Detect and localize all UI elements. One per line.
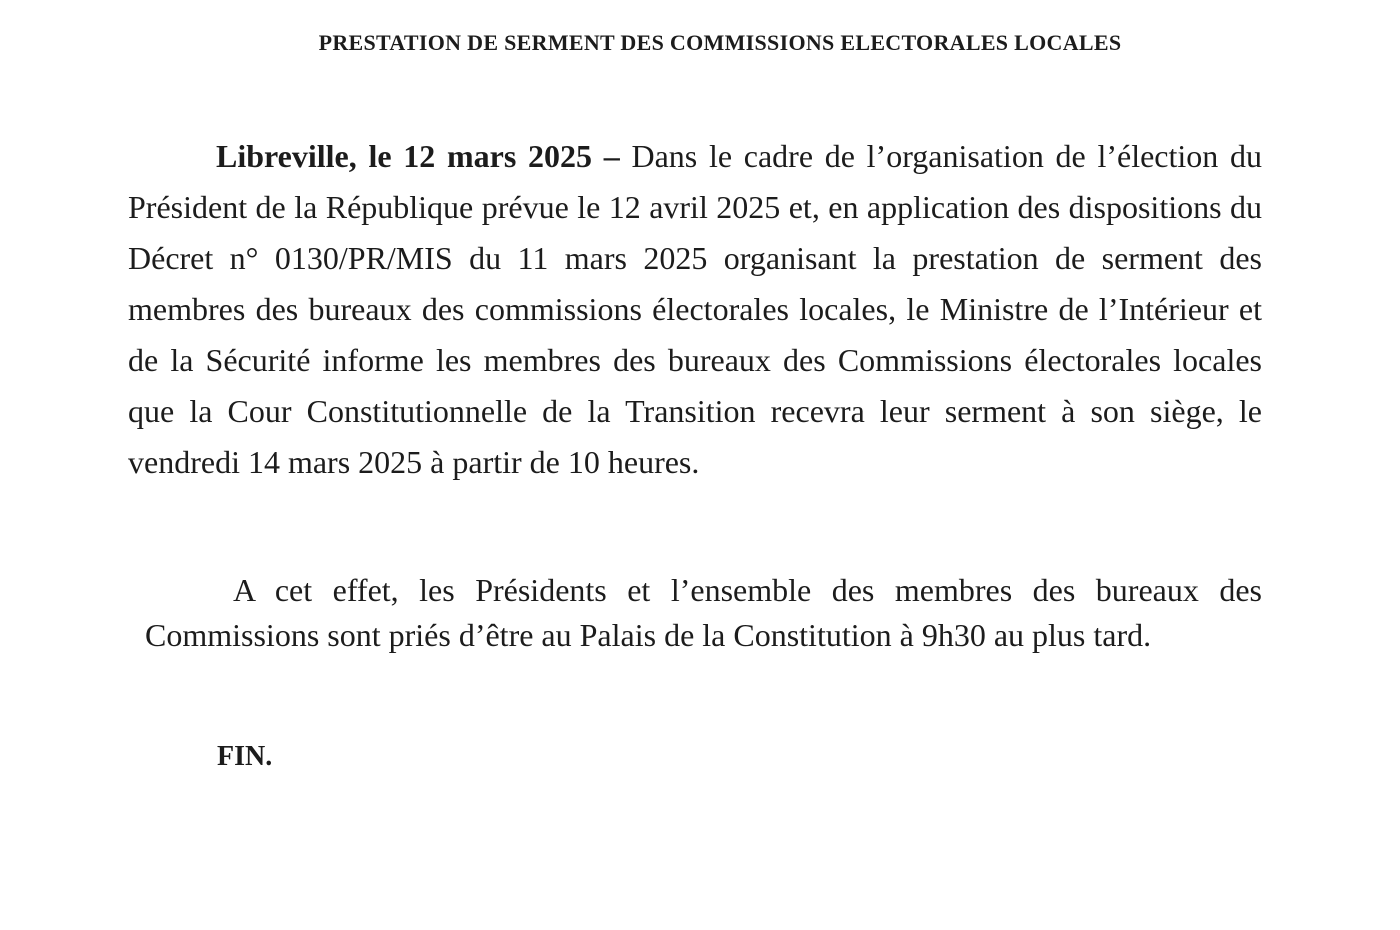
dateline: Libreville, le 12 mars 2025 – <box>216 138 620 174</box>
document-title: PRESTATION DE SERMENT DES COMMISSIONS ELECTORALES LOCALES <box>318 30 1122 55</box>
announcement-body: Dans le cadre de l’organisation de l’élection du Président de la République prévue le 12 avril 2025 et, en application des dispositions du Décret n° 0130/PR/MIS du 11 mars 2025 organisant la prestation de serment des membres des bureaux des commissions électorales locales, le Ministre de l’Intérieur et de la Sécurité informe les membres des bureaux des Commissions électorales locales que la Cour Constitutionnelle de la Transition recevra leur serment à son siège, le vendredi 14 mars 2025 à partir de 10 heures. <box>128 138 1262 480</box>
instructions-paragraph: A cet effet, les Présidents et l’ensemble des membres des bureaux des Commissions sont priés d’être au Palais de la Constitution à 9h30 au plus tard. <box>145 572 1262 653</box>
announcement-paragraph <box>128 131 1262 488</box>
end-marker: FIN. <box>217 741 273 772</box>
